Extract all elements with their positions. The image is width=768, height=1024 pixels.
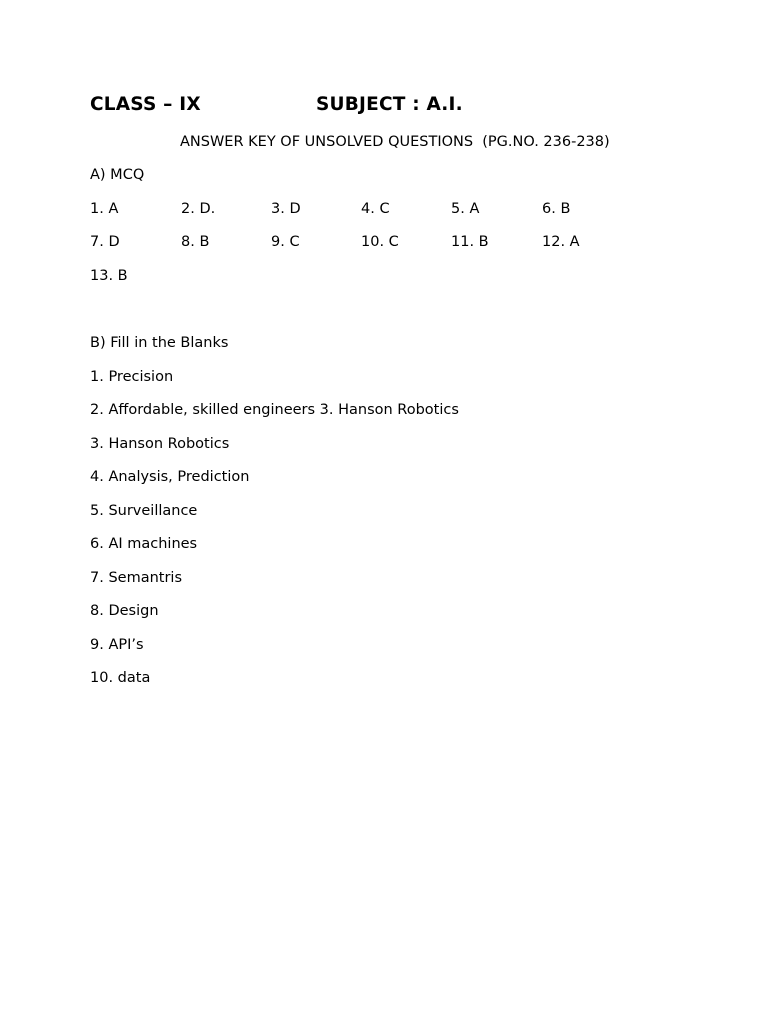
mcq-answer: 10. C (361, 234, 399, 250)
mcq-answer: 11. B (451, 234, 489, 250)
mcq-answer: 13. B (90, 268, 128, 284)
subject-title: SUBJECT : A.I. (316, 94, 463, 115)
section-b-title: B) Fill in the Blanks (90, 335, 229, 351)
mcq-answer: 7. D (90, 234, 120, 250)
mcq-answer: 1. A (90, 201, 119, 217)
fill-blank-answer: 9. API’s (90, 637, 144, 653)
mcq-answer: 3. D (271, 201, 301, 217)
mcq-answer: 6. B (542, 201, 571, 217)
mcq-answer: 8. B (181, 234, 210, 250)
class-title: CLASS – IX (90, 94, 201, 115)
fill-blank-answer: 4. Analysis, Prediction (90, 469, 250, 485)
fill-blank-answer: 3. Hanson Robotics (90, 436, 230, 452)
mcq-answer: 12. A (542, 234, 580, 250)
fill-blank-answer: 1. Precision (90, 369, 174, 385)
mcq-answer: 5. A (451, 201, 480, 217)
answer-key-subtitle: ANSWER KEY OF UNSOLVED QUESTIONS (PG.NO. 236-238) (180, 134, 610, 150)
fill-blank-answer: 6. AI machines (90, 536, 198, 552)
mcq-answer: 2. D. (181, 201, 216, 217)
mcq-answer: 9. C (271, 234, 300, 250)
fill-blank-answer: 10. data (90, 670, 151, 686)
fill-blank-answer: 8. Design (90, 603, 159, 619)
mcq-answer: 4. C (361, 201, 390, 217)
fill-blank-answer: 7. Semantris (90, 570, 182, 586)
fill-blank-answer: 5. Surveillance (90, 503, 198, 519)
section-a-title: A) MCQ (90, 167, 145, 183)
fill-blank-answer: 2. Affordable, skilled engineers 3. Hanson Robotics (90, 402, 459, 418)
